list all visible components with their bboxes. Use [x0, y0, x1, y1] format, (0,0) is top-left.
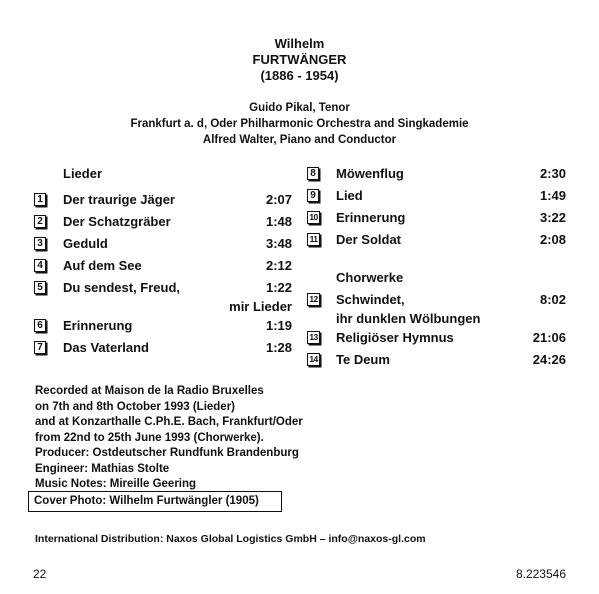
track-row [34, 211, 292, 233]
track-number-box: 7 [34, 341, 46, 354]
track-row [307, 289, 566, 311]
track-row [307, 163, 566, 185]
composer-last-name: FURTWÄNGER [252, 52, 347, 67]
performer-orchestra: Frankfurt a. d, Oder Philharmonic Orchestra and Singkademie [130, 118, 469, 130]
track-title: Erinnerung [336, 210, 406, 225]
track-duration: 2:08 [539, 232, 566, 247]
performer-tenor: Guido Pikal, Tenor [249, 102, 350, 114]
tracklist-right [307, 163, 566, 371]
track-number-box: 6 [34, 319, 46, 332]
distribution-info: International Distribution: Naxos Global Logistics GmbH – info@naxos-gl.com [35, 533, 426, 545]
track-title: Te Deum [336, 352, 390, 367]
track-duration: 3:22 [539, 210, 566, 225]
performers [0, 100, 599, 148]
track-row [307, 207, 566, 229]
track-row [34, 255, 292, 277]
track-duration: 1:22 [265, 280, 292, 295]
recording-credits [35, 384, 303, 493]
credit-line: Recorded at Maison de la Radio Bruxelles [35, 385, 264, 397]
track-title-continuation [34, 299, 292, 315]
track-number-box: 1 [34, 193, 46, 206]
track-title-continuation [307, 311, 566, 327]
track-duration: 1:48 [265, 214, 292, 229]
track-duration: 3:48 [265, 236, 292, 251]
tracklist-left [34, 163, 292, 359]
track-row [307, 185, 566, 207]
track-title: Der traurige Jäger [63, 192, 175, 207]
track-title: Der Soldat [336, 232, 402, 247]
credit-line: Music Notes: Mireille Geering [35, 478, 197, 490]
performer-conductor: Alfred Walter, Piano and Conductor [202, 134, 397, 146]
track-number-box: 12 [307, 293, 320, 306]
track-title: Möwenflug [336, 166, 404, 181]
cover-photo-credit: Cover Photo: Wilhelm Furtwängler (1905) [28, 491, 282, 512]
credit-line: Producer: Ostdeutscher Rundfunk Brandenburg [35, 447, 299, 459]
track-duration: 1:49 [539, 188, 566, 203]
track-number-box: 8 [307, 167, 319, 180]
composer-header [0, 36, 599, 84]
composer-first-name: Wilhelm [274, 36, 325, 51]
section-heading-lieder: Lieder [63, 166, 103, 181]
track-duration: 2:30 [539, 166, 566, 181]
track-duration: 21:06 [532, 330, 566, 345]
track-number-box: 10 [307, 211, 320, 224]
track-number-box: 14 [307, 353, 320, 366]
track-number-box: 11 [307, 233, 320, 246]
track-row [34, 189, 292, 211]
track-row [34, 233, 292, 255]
track-row [307, 229, 566, 251]
track-duration: 1:28 [265, 340, 292, 355]
track-duration: 8:02 [539, 292, 566, 307]
track-title-continuation-text: ihr dunklen Wölbungen [336, 311, 481, 326]
track-title: Lied [336, 188, 363, 203]
track-title: Du sendest, Freud, [63, 280, 181, 295]
track-duration: 2:12 [265, 258, 292, 273]
page-number: 22 [33, 567, 47, 581]
track-row [34, 277, 292, 299]
credit-line: Engineer: Mathias Stolte [35, 462, 170, 475]
track-title: Schwindet, [336, 292, 405, 307]
track-number-box: 9 [307, 189, 319, 202]
section-heading-chorwerke: Chorwerke [336, 270, 404, 285]
track-duration: 2:07 [265, 192, 292, 207]
catalog-number: 8.223546 [515, 567, 566, 581]
track-title: Geduld [63, 236, 108, 251]
track-row [307, 327, 566, 349]
track-title: Das Vaterland [63, 340, 149, 355]
credit-line: from 22nd to 25th June 1993 (Chorwerke). [35, 431, 264, 444]
track-duration: 1:19 [265, 318, 292, 333]
track-number-box: 3 [34, 237, 46, 250]
composer-dates: (1886 - 1954) [260, 68, 339, 83]
track-title: Der Schatzgräber [63, 214, 171, 229]
track-row [34, 315, 292, 337]
track-number-box: 4 [34, 259, 46, 272]
track-duration: 24:26 [532, 352, 566, 367]
track-number-box: 2 [34, 215, 46, 228]
track-number-box: 13 [307, 331, 320, 344]
credit-line: and at Konzarthalle C.Ph.E. Bach, Frankfurt/Oder [35, 416, 303, 428]
track-row [34, 337, 292, 359]
track-title: Religiöser Hymnus [336, 330, 454, 345]
track-title: Erinnerung [63, 318, 133, 333]
credit-line: on 7th and 8th October 1993 (Lieder) [35, 400, 236, 413]
track-title-continuation-text: mir Lieder [229, 299, 292, 314]
track-title: Auf dem See [63, 258, 142, 273]
track-number-box: 5 [34, 281, 46, 294]
track-row [307, 349, 566, 371]
